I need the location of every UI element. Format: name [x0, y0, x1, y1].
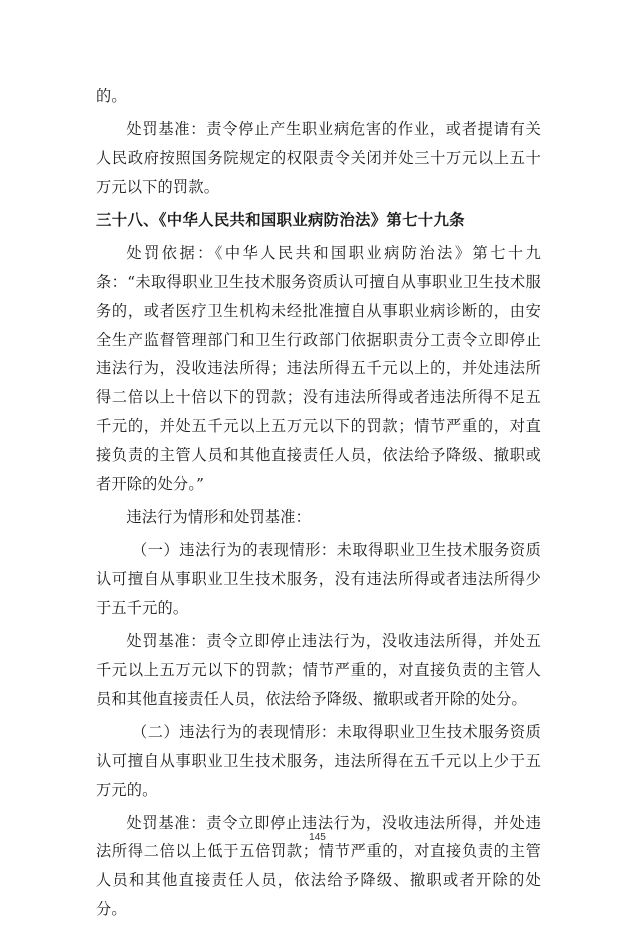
- paragraph-case-1: （一）违法行为的表现情形：未取得职业卫生技术服务资质认可擅自从事职业卫生技术服务，没有违法所得或者违法所得少于五千元的。: [96, 541, 541, 617]
- document-body: [96, 82, 541, 928]
- section-heading: 三十八、《中华人民共和国职业病防治法》第七十九条: [96, 210, 465, 229]
- paragraph-penalty-standard: 处罚基准：责令停止产生职业病危害的作业，或者提请有关人民政府按照国务院规定的权限责令关闭并处三十万元以上五十万元以下的罚款。: [96, 120, 541, 196]
- page-number: 145: [309, 832, 326, 843]
- paragraph-circumstances-intro: 违法行为情形和处罚基准：: [126, 508, 312, 527]
- paragraph-continuation: 的。: [96, 87, 127, 105]
- paragraph-case-2-penalty: 处罚基准：责令立即停止违法行为，没收违法所得，并处违法所得二倍以上低于五倍罚款；情节严重的，对直接负责的主管人员和其他直接责任人员，依法给予降级、撤职或者开除的处分。: [96, 813, 541, 919]
- paragraph-case-2: （二）违法行为的表现情形：未取得职业卫生技术服务资质认可擅自从事职业卫生技术服务，违法所得在五千元以上少于五万元的。: [96, 722, 541, 799]
- paragraph-case-1-penalty: 处罚基准：责令立即停止违法行为，没收违法所得，并处五千元以上五万元以下的罚款；情节严重的，对直接负责的主管人员和其他直接责任人员，依法给予降级、撤职或者开除的处分。: [96, 631, 541, 708]
- paragraph-legal-basis: 处罚依据：《中华人民共和国职业病防治法》第七十九条：“未取得职业卫生技术服务资质认可擅自从事职业卫生技术服务的，或者医疗卫生机构未经批准擅自从事职业病诊断的，由安全生产监督管理部门和卫生行政部门依据职责分工责令立即停止违法行为，没收违法所得；违法所得五千元以上的，并处违法所得二倍以上十倍以下的罚款；没有违法所得或者违法所得不足五千元的，并处五千元以上五万元以下的罚款；情节严重的，对直接负责的主管人员和其他直接责任人员，依法给予降级、撤职或者开除的处分。”: [96, 243, 541, 494]
